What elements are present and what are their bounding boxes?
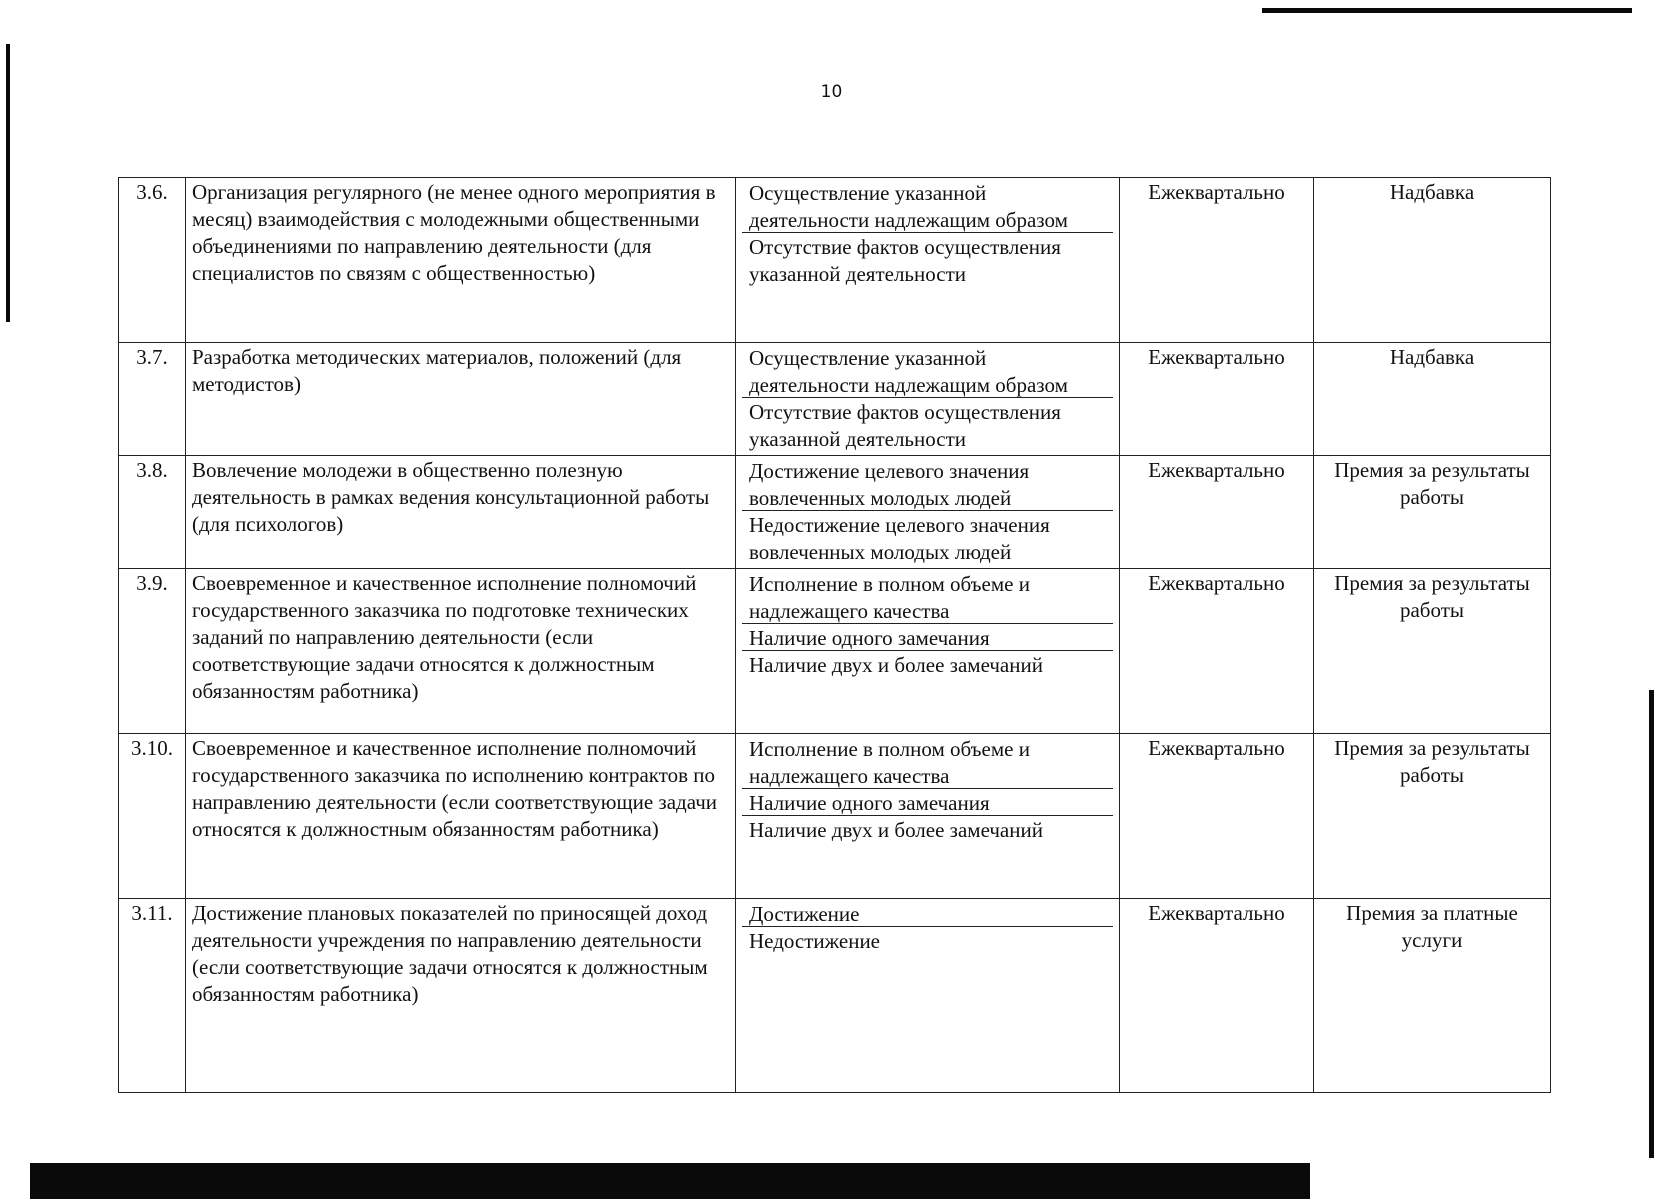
payment-type: Премия за результаты работы: [1314, 456, 1551, 569]
payment-type: Надбавка: [1314, 178, 1551, 343]
criteria-cell: [736, 343, 1120, 456]
row-number: 3.6.: [119, 178, 186, 343]
payment-type: Премия за платные услуги: [1314, 899, 1551, 1093]
indicator-description: Разработка методических материалов, положений (для методистов): [186, 343, 736, 456]
frequency: Ежеквартально: [1120, 734, 1314, 899]
criterion-item: Наличие одного замечания: [742, 789, 1113, 816]
table-row: [119, 178, 1551, 343]
table-row: [119, 899, 1551, 1093]
scan-border-bottom: [30, 1163, 1310, 1199]
criteria-cell: [736, 178, 1120, 343]
criteria-table: [118, 177, 1551, 1093]
row-number: 3.11.: [119, 899, 186, 1093]
criterion-item: Недостижение целевого значения вовлеченных молодых людей: [749, 513, 1050, 564]
payment-type: Премия за результаты работы: [1314, 734, 1551, 899]
criterion-item: Наличие двух и более замечаний: [749, 818, 1043, 842]
criterion-item: Недостижение: [749, 929, 881, 953]
table-row: [119, 569, 1551, 734]
criterion-item: Достижение: [742, 900, 1113, 927]
payment-type: Надбавка: [1314, 343, 1551, 456]
criterion-item: Отсутствие фактов осуществления указанной деятельности: [749, 400, 1061, 451]
criterion-item: Исполнение в полном объеме и надлежащего качества: [742, 570, 1113, 624]
row-number: 3.9.: [119, 569, 186, 734]
criteria-cell: [736, 569, 1120, 734]
payment-type: Премия за результаты работы: [1314, 569, 1551, 734]
criterion-item: Достижение целевого значения вовлеченных молодых людей: [742, 457, 1113, 511]
indicator-description: Вовлечение молодежи в общественно полезную деятельность в рамках ведения консультационной работы (для психологов): [186, 456, 736, 569]
page-number: 10: [820, 82, 843, 102]
table-row: [119, 456, 1551, 569]
criterion-item: Отсутствие фактов осуществления указанной деятельности: [749, 235, 1061, 286]
table-row: [119, 734, 1551, 899]
indicator-description: Своевременное и качественное исполнение полномочий государственного заказчика по исполнению контрактов по направлению деятельности (если соответствующие задачи относятся к должностным обязанностям работника): [186, 734, 736, 899]
frequency: Ежеквартально: [1120, 569, 1314, 734]
scan-border-right: [1649, 690, 1654, 1158]
row-number: 3.10.: [119, 734, 186, 899]
frequency: Ежеквартально: [1120, 343, 1314, 456]
criterion-item: Осуществление указанной деятельности надлежащим образом: [742, 344, 1113, 398]
scan-border-top-right: [1262, 8, 1632, 13]
table-row: [119, 343, 1551, 456]
criterion-item: Осуществление указанной деятельности надлежащим образом: [742, 179, 1113, 233]
indicator-description: Достижение плановых показателей по приносящей доход деятельности учреждения по направлению деятельности (если соответствующие задачи относятся к должностным обязанностям работника): [186, 899, 736, 1093]
frequency: Ежеквартально: [1120, 178, 1314, 343]
criterion-item: Исполнение в полном объеме и надлежащего качества: [742, 735, 1113, 789]
indicator-description: Своевременное и качественное исполнение полномочий государственного заказчика по подготовке технических заданий по направлению деятельности (если соответствующие задачи относятся к должностным обязанностям работника): [186, 569, 736, 734]
criterion-item: Наличие двух и более замечаний: [749, 653, 1043, 677]
criteria-cell: [736, 734, 1120, 899]
criterion-item: Наличие одного замечания: [742, 624, 1113, 651]
row-number: 3.7.: [119, 343, 186, 456]
frequency: Ежеквартально: [1120, 899, 1314, 1093]
indicator-description: Организация регулярного (не менее одного мероприятия в месяц) взаимодействия с молодежными общественными объединениями по направлению деятельности (для специалистов по связям с общественностью): [186, 178, 736, 343]
criteria-cell: [736, 456, 1120, 569]
frequency: Ежеквартально: [1120, 456, 1314, 569]
criteria-cell: [736, 899, 1120, 1093]
row-number: 3.8.: [119, 456, 186, 569]
